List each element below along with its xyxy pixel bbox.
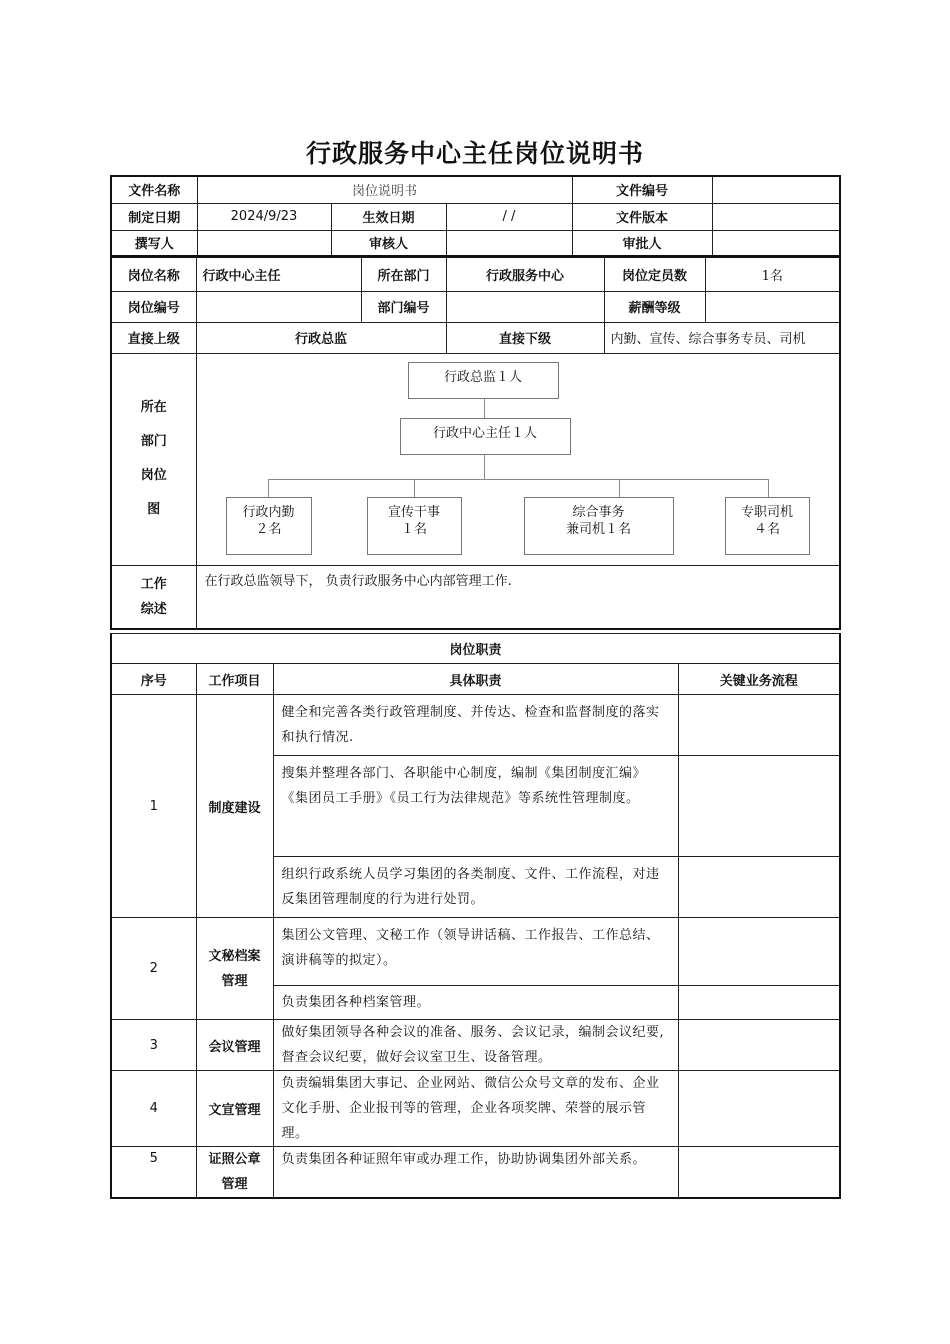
org-box-line: 宣传干事 [387, 505, 440, 520]
row-process [678, 918, 840, 986]
table-row [111, 695, 840, 756]
effective-date-value: / / [446, 203, 572, 230]
col-header-no: 序号 [111, 664, 196, 695]
table-row [111, 918, 840, 986]
position-code-value [196, 291, 361, 322]
writer-label: 撰写人 [111, 230, 197, 256]
row-no: 3 [111, 1020, 196, 1071]
org-connector [768, 479, 769, 497]
row-process [678, 857, 840, 918]
page-title: 行政服务中心主任岗位说明书 [305, 139, 644, 168]
org-connector [268, 479, 769, 480]
row-detail: 集团公文管理、文秘工作（领导讲话稿、工作报告、工作总结、演讲稿等的拟定）。 [273, 918, 678, 986]
row-no: 4 [111, 1071, 196, 1147]
salary-grade-value [705, 291, 840, 322]
org-connector [414, 479, 415, 497]
col-header-process: 关键业务流程 [678, 664, 840, 695]
duties-table [110, 633, 841, 1199]
org-chart-label-line: 图 [147, 502, 161, 517]
file-name-label: 文件名称 [111, 176, 197, 203]
row-item: 文宣管理 [196, 1071, 273, 1147]
row-detail-line: 搜集并整理各部门、各职能中心制度，编制《集团制度汇编》 [281, 766, 647, 781]
org-chart-label-line: 部门 [140, 434, 167, 449]
subordinate-value: 内勤、宣传、综合事务专员、司机 [604, 322, 840, 353]
approver-label: 审批人 [572, 230, 712, 256]
org-chart-label-line: 所在 [140, 400, 167, 415]
position-info-table [110, 256, 841, 630]
row-process [678, 1147, 840, 1199]
department-value: 行政服务中心 [446, 257, 604, 291]
version-label: 文件版本 [572, 203, 712, 230]
row-detail: 负责集团各种档案管理。 [273, 986, 678, 1020]
position-name-label: 岗位名称 [111, 257, 196, 291]
row-item: 会议管理 [196, 1020, 273, 1071]
summary-value: 在行政总监领导下， 负责行政服务中心内部管理工作. [196, 565, 840, 629]
col-header-item: 工作项目 [196, 664, 273, 695]
headcount-value: 1名 [705, 257, 840, 291]
superior-value: 行政总监 [196, 322, 446, 353]
row-process [678, 986, 840, 1020]
row-detail: 做好集团领导各种会议的准备、服务、会议记录，编制会议纪要,督查会议纪要，做好会议室卫生、设备管理。 [273, 1020, 678, 1071]
effective-date-label: 生效日期 [331, 203, 446, 230]
table-row [111, 1071, 840, 1147]
org-box-line: １名 [400, 522, 427, 537]
org-box-line: ４名 [753, 522, 780, 537]
file-no-value [712, 176, 840, 203]
org-chart-label-line: 岗位 [140, 468, 167, 483]
row-no: 1 [111, 695, 196, 918]
position-name-value: 行政中心主任 [196, 257, 361, 291]
department-code-label: 部门编号 [361, 291, 446, 322]
table-row [111, 1147, 840, 1199]
row-item: 制度建设 [196, 695, 273, 918]
org-box-line: 兼司机１名 [565, 522, 631, 537]
org-box-line: ２名 [255, 522, 282, 537]
org-chart-label [111, 353, 196, 565]
col-header-details: 具体职责 [273, 664, 678, 695]
version-value [712, 203, 840, 230]
row-no: 2 [111, 918, 196, 1020]
org-box-child [367, 497, 462, 555]
org-box-line: 行政内勤 [242, 505, 295, 520]
row-detail: 负责编辑集团大事记、企业网站、微信公众号文章的发布、企业文化手册、企业报刊等的管理，企业各项奖牌、荣誉的展示管理。 [273, 1071, 678, 1147]
summary-label-line: 综述 [140, 601, 167, 617]
row-detail: 健全和完善各类行政管理制度、并传达、检查和监督制度的落实和执行情况. [273, 695, 678, 756]
salary-grade-label: 薪酬等级 [604, 291, 705, 322]
org-connector [268, 479, 269, 497]
org-chart [197, 354, 840, 564]
org-connector [619, 479, 620, 497]
row-item: 文秘档案管理 [196, 918, 273, 1020]
subordinate-label: 直接下级 [446, 322, 604, 353]
row-item: 证照公章管理 [196, 1147, 273, 1199]
reviewer-label: 审核人 [331, 230, 446, 256]
file-no-label: 文件编号 [572, 176, 712, 203]
made-date-label: 制定日期 [111, 203, 197, 230]
row-process [678, 1071, 840, 1147]
reviewer-value [446, 230, 572, 256]
superior-label: 直接上级 [111, 322, 196, 353]
row-detail: 负责集团各种证照年审或办理工作，协助协调集团外部关系。 [273, 1147, 678, 1199]
org-connector [484, 399, 485, 418]
file-name-value: 岗位说明书 [197, 176, 572, 203]
org-box-child [725, 497, 810, 555]
made-date-value: 2024/9/23 [197, 203, 331, 230]
document-info-table [110, 175, 841, 257]
org-chart-cell [196, 353, 840, 565]
org-box-child [226, 497, 312, 555]
row-no: 5 [111, 1147, 196, 1199]
row-detail: 组织行政系统人员学习集团的各类制度、文件、工作流程，对违反集团管理制度的行为进行处罚。 [273, 857, 678, 918]
org-box-director: 行政总监１人 [408, 362, 559, 399]
table-row [111, 1020, 840, 1071]
summary-label-line: 工作 [140, 576, 167, 592]
headcount-label: 岗位定员数 [604, 257, 705, 291]
org-box-manager: 行政中心主任１人 [400, 418, 571, 455]
department-label: 所在部门 [361, 257, 446, 291]
org-box-line: 专职司机 [740, 505, 793, 520]
org-box-line: 综合事务 [572, 505, 625, 520]
summary-label [111, 565, 196, 629]
row-detail-line: 《集团员工手册》《员工行为法律规范》等系统性管理制度。 [281, 791, 640, 806]
approver-value [712, 230, 840, 256]
org-box-child [524, 497, 674, 555]
row-detail [273, 756, 678, 857]
org-connector [484, 455, 485, 479]
department-code-value [446, 291, 604, 322]
writer-value [197, 230, 331, 256]
row-process [678, 756, 840, 857]
duties-section-title: 岗位职责 [111, 634, 840, 664]
position-code-label: 岗位编号 [111, 291, 196, 322]
row-process [678, 695, 840, 756]
row-process [678, 1020, 840, 1071]
